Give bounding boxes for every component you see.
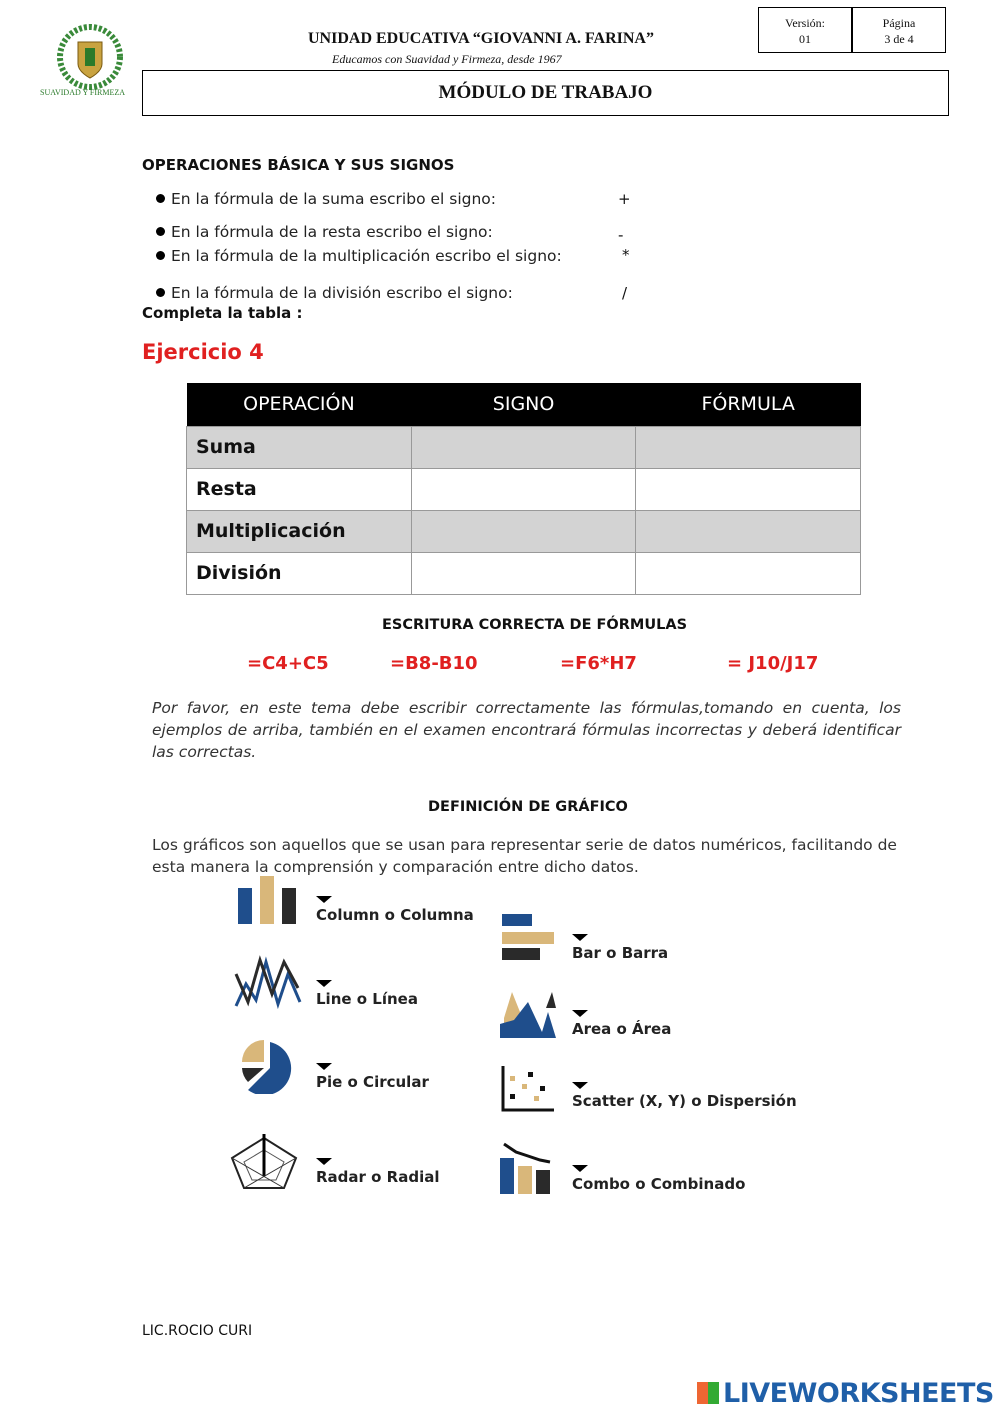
dropdown-arrow-icon (316, 980, 332, 987)
header-operation: OPERACIÓN (187, 383, 412, 426)
version-box (758, 7, 946, 53)
table-row (187, 552, 861, 594)
dropdown-arrow-icon (572, 1165, 588, 1172)
formula-example: =C4+C5 (247, 653, 329, 674)
table-row (187, 510, 861, 552)
bullet-item: En la fórmula de la división escribo el signo: (156, 284, 513, 302)
dropdown-arrow-icon (572, 1082, 588, 1089)
combo-chart-icon (498, 1140, 554, 1196)
school-name: UNIDAD EDUCATIVA “GIOVANNI A. FARINA” (308, 30, 654, 47)
radar-chart-icon (228, 1132, 300, 1192)
liveworksheets-watermark: LIVEWORKSHEETS (697, 1378, 994, 1409)
formulas-title: ESCRITURA CORRECTA DE FÓRMULAS (382, 617, 688, 633)
sign-value: * (622, 246, 630, 264)
bullet-item: En la fórmula de la multiplicación escribo el signo: (156, 247, 562, 265)
version-label: Versión: (785, 16, 825, 30)
sign-value: / (622, 284, 628, 302)
section-title-operations: OPERACIONES BÁSICA Y SUS SIGNOS (142, 156, 455, 174)
charts-description: Los gráficos son aquellos que se usan para representar serie de datos numéricos, facilitando de esta manera la comprensión y comparación entre dicho datos. (152, 836, 897, 876)
table-row (187, 468, 861, 510)
formula-input[interactable] (636, 510, 861, 552)
page-label: Página (882, 16, 916, 30)
line-chart-icon (232, 954, 304, 1012)
sign-input[interactable] (411, 426, 636, 468)
liveworksheets-logo-icon (697, 1382, 719, 1404)
dropdown-arrow-icon (316, 1063, 332, 1070)
exercise-title: Ejercicio 4 (142, 340, 264, 364)
module-title: MÓDULO DE TRABAJO (142, 70, 949, 116)
scatter-chart-icon (500, 1064, 556, 1114)
chart-type-column: Column o Columna (316, 896, 474, 924)
chart-type-pie: Pie o Circular (316, 1063, 429, 1091)
formula-example: = J10/J17 (727, 653, 819, 674)
formula-example: =F6*H7 (560, 653, 637, 674)
operation-cell: Resta (187, 468, 412, 510)
formulas-note: Por favor, en este tema debe escribir correctamente las fórmulas,tomando en cuenta, los ejemplos de arriba, también en el examen encontrará fórmulas incorrectas y deberá identificar las correctas. (152, 699, 901, 761)
pie-chart-icon (232, 1038, 302, 1094)
chart-type-line: Line o Línea (316, 980, 418, 1008)
operation-cell: División (187, 552, 412, 594)
formula-input[interactable] (636, 426, 861, 468)
chart-type-radar: Radar o Radial (316, 1158, 440, 1186)
area-chart-icon (498, 988, 558, 1040)
author-footer: LIC.ROCIO CURI (142, 1323, 253, 1339)
header-sign: SIGNO (411, 383, 636, 426)
bar-chart-icon (500, 912, 556, 962)
column-chart-icon (236, 874, 302, 926)
operation-cell: Multiplicación (187, 510, 412, 552)
charts-title: DEFINICIÓN DE GRÁFICO (428, 799, 628, 815)
sign-value: - (618, 226, 624, 244)
dropdown-arrow-icon (572, 1010, 588, 1017)
sign-input[interactable] (411, 468, 636, 510)
exercise-table (186, 383, 861, 595)
formula-input[interactable] (636, 552, 861, 594)
version-value: 01 (799, 32, 811, 46)
chart-type-area: Area o Área (572, 1010, 671, 1038)
chart-type-scatter: Scatter (X, Y) o Dispersión (572, 1082, 797, 1110)
instruction: Completa la tabla : (142, 304, 303, 322)
page-value: 3 de 4 (884, 32, 914, 46)
logo-caption: SUAVIDAD Y FIRMEZA (40, 88, 126, 97)
sign-input[interactable] (411, 510, 636, 552)
header-formula: FÓRMULA (636, 383, 861, 426)
formula-example: =B8-B10 (390, 653, 478, 674)
dropdown-arrow-icon (316, 1158, 332, 1165)
bullet-item: En la fórmula de la suma escribo el signo: (156, 190, 496, 208)
chart-type-bar: Bar o Barra (572, 934, 668, 962)
school-motto: Educamos con Suavidad y Firmeza, desde 1967 (332, 52, 562, 66)
school-logo (52, 24, 128, 90)
chart-type-combo: Combo o Combinado (572, 1165, 745, 1193)
dropdown-arrow-icon (316, 896, 332, 903)
sign-input[interactable] (411, 552, 636, 594)
operation-cell: Suma (187, 426, 412, 468)
sign-value: + (618, 190, 631, 208)
table-row (187, 426, 861, 468)
dropdown-arrow-icon (572, 934, 588, 941)
bullet-item: En la fórmula de la resta escribo el signo: (156, 223, 493, 241)
formula-input[interactable] (636, 468, 861, 510)
